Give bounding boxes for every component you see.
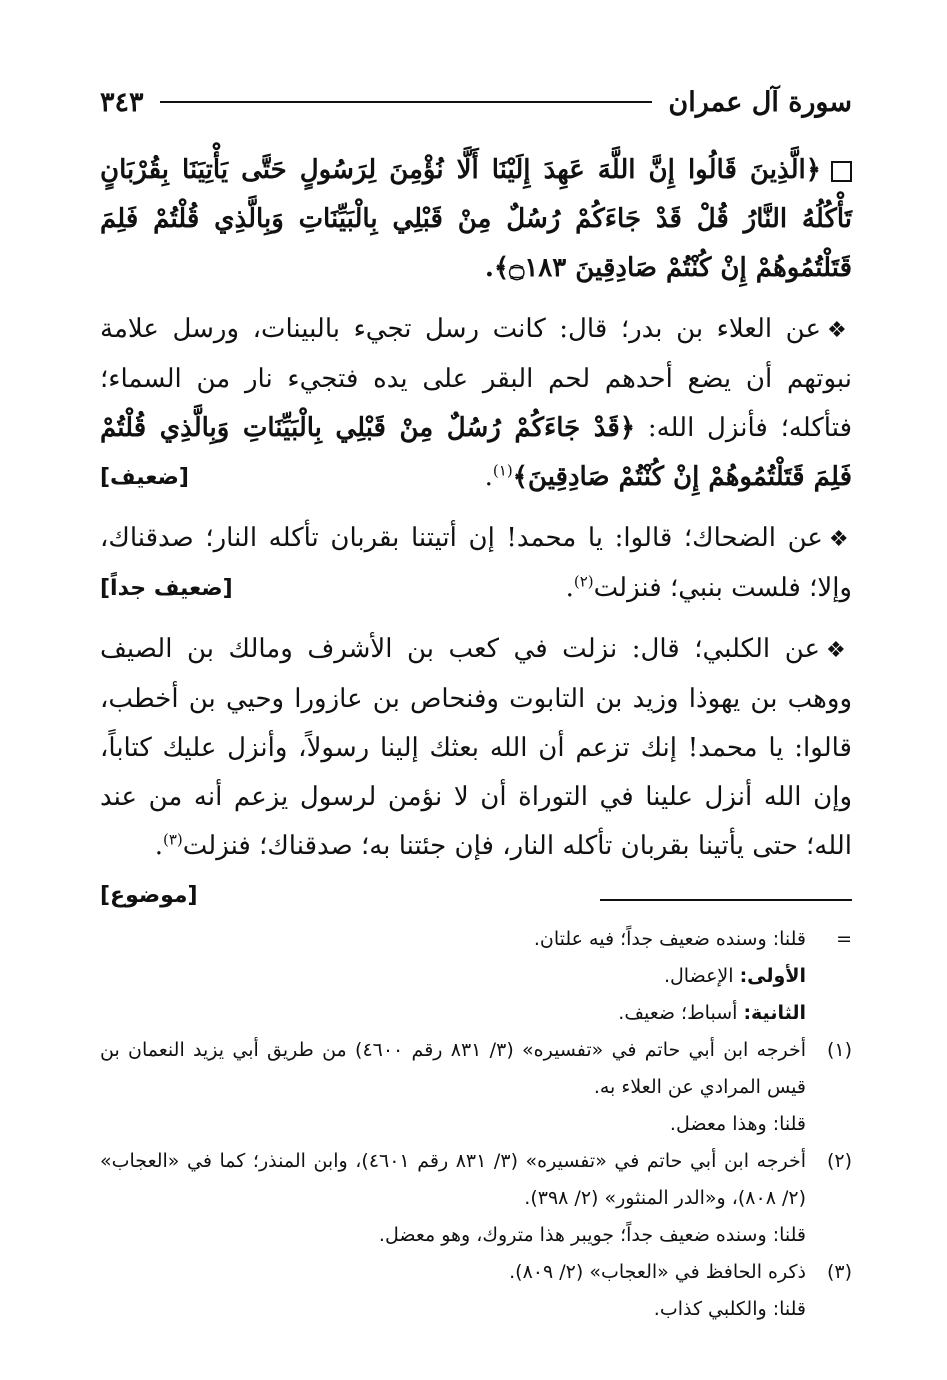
footnote-3 — [100, 1254, 852, 1328]
footnote-note: قلنا: وسنده ضعيف جداً؛ جويبر هذا متروك، وهو معضل. — [378, 1224, 806, 1246]
running-header — [100, 80, 852, 124]
star-bullet-icon: ❖ — [826, 318, 853, 343]
continuation-mark: = — [836, 928, 852, 950]
verse-text: ﴿الَّذِينَ قَالُوا إِنَّ اللَّهَ عَهِدَ إِلَيْنَا أَلَّا نُؤْمِنَ لِرَسُولٍ حَتَّى يَأْتِيَنَا بِقُرْبَانٍ تَأْكُلُهُ النَّارُ قُلْ قَدْ جَاءَكُمْ رُسُلٌ مِنْ قَبْلِي بِالْبَيِّنَاتِ وَبِالَّذِي قُلْتُمْ فَلِمَ قَتَلْتُمُوهُمْ إِنْ كُنْتُمْ صَادِقِينَ ۝١٨٣﴾. — [100, 155, 852, 283]
narration-text: عن العلاء بن بدر؛ قال: كانت رسل تجيء بالبينات، ورسل علامة نبوتهم أن يضع أحدهم لحم البقر على يده فتجيء نار من السماء؛ فتأكله؛ فأنزل الله: — [100, 314, 852, 443]
footnote-label: الثانية: — [743, 1002, 806, 1024]
star-bullet-icon: ❖ — [826, 638, 852, 663]
footnote-line — [100, 995, 806, 1032]
narration-text: عن الكلبي؛ قال: نزلت في كعب بن الأشرف ومالك بن الصيف ووهب بن يهوذا وزيد بن التابوت وفنحاص بن عازورا وحيي بن أخطب، قالوا: يا محمد! إنك تزعم أن الله بعثك إلينا رسولاً، وأنزل عليك كتاباً، وإن الله أنزل علينا في التوراة أن لا نؤمن لرسول يزعم أنه من عند الله؛ حتى يأتينا بقربان تأكله النار، فإن جئتنا به؛ صدقناك؛ فنزلت — [100, 634, 852, 861]
sentence-end: . — [484, 462, 493, 492]
surah-title: سورة آل عمران — [668, 86, 852, 118]
footnote-number: (١) — [826, 1039, 852, 1061]
header-rule — [160, 101, 653, 103]
quran-verse — [100, 146, 852, 293]
footnotes — [100, 921, 852, 1328]
footnote-text: أخرجه ابن أبي حاتم في «تفسيره» (٣/ ٨٣١ رقم ٤٦٠١)، وابن المنذر؛ كما في «العجاب» (٢/ ٨٠٨)، و«الدر المنثور» (٢/ ٣٩٨). — [100, 1150, 807, 1209]
footnote-2 — [100, 1143, 852, 1254]
star-bullet-icon: ❖ — [828, 527, 852, 552]
quran-quote: ﴿قَدْ جَاءَكُمْ رُسُلٌ مِنْ قَبْلِي بِالْبَيِّنَاتِ وَبِالَّذِي قُلْتُمْ فَلِمَ قَتَلْتُمُوهُمْ إِنْ كُنْتُمْ صَادِقِينَ﴾ — [100, 413, 852, 492]
footnote-text: الإعضال. — [663, 965, 740, 987]
narration-2 — [100, 514, 852, 613]
footnote-ref[interactable]: (١) — [492, 461, 513, 480]
page — [100, 80, 852, 1328]
square-bullet-icon — [831, 161, 852, 182]
footnote-number: (٣) — [826, 1261, 852, 1283]
footnote-text: أخرجه ابن أبي حاتم في «تفسيره» (٣/ ٨٣١ رقم ٤٦٠٠) من طريق أبي يزيد النعمان بن قيس المرادي عن العلاء به. — [100, 1039, 807, 1098]
footnote-ref[interactable]: (٣) — [162, 830, 183, 849]
footnote-text: ذكره الحافظ في «العجاب» (٢/ ٨٠٩). — [509, 1261, 806, 1283]
grade-label: [موضوع] — [100, 883, 198, 908]
grade-label: [ضعيف جداً] — [100, 576, 233, 601]
footnote-note: قلنا: والكلبي كذاب. — [653, 1298, 806, 1320]
page-number: ٣٤٣ — [100, 86, 144, 118]
narration-1 — [100, 305, 852, 502]
footnote-separator — [600, 899, 852, 901]
footnote-note: قلنا: وهذا معضل. — [669, 1113, 806, 1135]
footnote-ref[interactable]: (٢) — [573, 572, 594, 591]
footnote-label: الأولى: — [739, 965, 806, 987]
sentence-end: . — [565, 573, 574, 603]
footnote-line — [100, 958, 806, 995]
sentence-end: . — [154, 831, 163, 861]
narration-3 — [100, 625, 852, 908]
footnote-continuation — [100, 921, 852, 1032]
footnote-1 — [100, 1032, 852, 1143]
footnote-number: (٢) — [826, 1150, 852, 1172]
footnote-line: قلنا: وسنده ضعيف جداً؛ فيه علتان. — [533, 928, 806, 950]
narration-text: عن الضحاك؛ قالوا: يا محمد! إن أتيتنا بقربان تأكله النار؛ صدقناك، وإلا؛ فلست بنبي؛ فنزلت — [100, 523, 852, 603]
footnote-text: أسباط؛ ضعيف. — [618, 1002, 744, 1024]
grade-label: [ضعيف] — [100, 465, 189, 490]
